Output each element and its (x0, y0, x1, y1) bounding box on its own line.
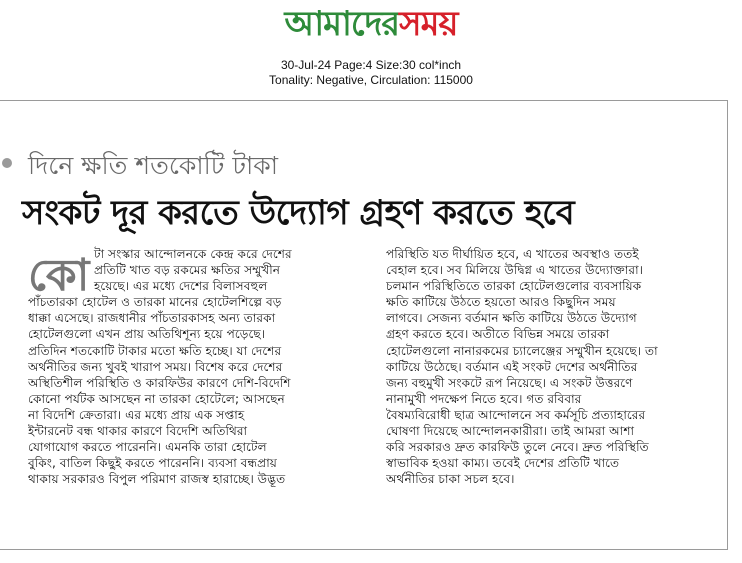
article-line: বুকিং, বাতিল কিছুই করতে পারেননি। ব্যবসা বন্ধপ্রায় (28, 456, 277, 471)
article-line: নানামুখী পদক্ষেপ নিতে হবে। গত রবিবার (386, 391, 582, 406)
article-column-left (28, 246, 374, 487)
article-line: প্রতিটি খাত বড় রকমের ক্ষতির সম্মুখীন (94, 263, 281, 278)
article-line: অস্থিতিশীল পরিস্থিতি ও কারফিউর কারণে দেশি-বিদেশি (28, 375, 291, 390)
article-line: ক্ষতি কাটিয়ে উঠতে হয়তো আরও কিছুদিন সময় (386, 295, 616, 310)
article-line: বেহাল হবে। সব মিলিয়ে উদ্বিগ্ন এ খাতের উদ্যোক্তারা। (386, 263, 643, 278)
logo-part-1: আমাদের (284, 4, 400, 44)
clip-meta-date-page: 30-Jul-24 Page:4 Size:30 col*inch (280, 58, 462, 72)
drop-cap: কো (28, 250, 90, 301)
article-line: জন্য বহুমুখী সংকটে রূপ নিয়েছে। এ সংকট উত্তরণে (386, 375, 633, 390)
article-line: ঘোষণা দিয়েছে আন্দোলনকারীরা। তাই আমরা আশা (386, 424, 635, 439)
article-line: থাকায় সরকারও বিপুল পরিমাণ রাজস্ব হারাচ্ছে। উদ্ভূত (28, 472, 286, 487)
article-kicker: দিনে ক্ষতি শতকোটি টাকা (28, 151, 278, 180)
clip-meta-tonality: Tonality: Negative, Circulation: 115000 (269, 73, 473, 87)
article-line: ইন্টারনেট বন্ধ থাকার কারণে বিদেশি অতিথিরা (28, 424, 248, 439)
article-line: স্বাভাবিক হওয়া কাম্য। তবেই দেশের প্রতিটি খাতে (386, 456, 620, 471)
article-line: যোগাযোগ করতে পারেননি। এমনকি তারা হোটেল (28, 440, 267, 455)
article-line: পাঁচতারকা হোটেল ও তারকা মানের হোটেলশিল্পে বড় (28, 295, 282, 310)
article-line: হয়েছে। এর মধ্যে দেশের বিলাসবহুল (94, 279, 268, 294)
article-line: পরিস্থিতি যত দীর্ঘায়িত হবে, এ খাতের অবস্থাও ততই (386, 247, 639, 261)
article-line: গ্রহণ করতে হবে। অতীতে বিভিন্ন সময়ে তারকা (386, 327, 610, 342)
article-line: অর্থনীতির জন্য খুবই খারাপ সময়। বিশেষ করে দেশের (28, 359, 283, 374)
newspaper-masthead (0, 0, 742, 50)
article-line: অর্থনীতির চাকা সচল হবে। (386, 472, 515, 487)
article-line: কোনো পর্যটক আসছেন না তারকা হোটেলে; আসছেন (28, 391, 285, 406)
article-column-right (386, 246, 722, 487)
article-line: চলমান পরিস্থিতিতে তারকা হোটেলগুলোর ব্যবসায়িক (386, 279, 642, 294)
bullet-dot-icon (2, 158, 12, 168)
article-line: কাটিয়ে উঠেছে। বর্তমান এই সংকট দেশের অর্থনীতির (386, 359, 638, 374)
logo-part-2: সময় (399, 4, 458, 44)
newspaper-logo (285, 2, 458, 46)
article-line: না বিদেশি ক্রেতারা। এর মধ্যে প্রায় এক সপ্তাহ (28, 407, 245, 422)
article-line: হোটেলগুলো নানারকমের চ্যালেঞ্জের সম্মুখীন হয়েছে। তা (386, 343, 658, 358)
article-line: বৈষম্যবিরোধী ছাত্র আন্দোলনে সব কর্মসূচি প্রত্যাহারের (386, 407, 646, 422)
article-headline: সংকট দূর করতে উদ্যোগ গ্রহণ করতে হবে (22, 193, 575, 233)
article-line: করি সরকারও দ্রুত কারফিউ তুলে নেবে। দ্রুত পরিস্থিতি (386, 440, 649, 455)
article-line: প্রতিদিন শতকোটি টাকার মতো ক্ষতি হচ্ছে। যা দেশের (28, 343, 282, 358)
article-line: ধাক্কা এসেছে। রাজধানীর পাঁচতারকাসহ অন্য তারকা (28, 311, 276, 326)
article-line: হোটেলগুলো এখন প্রায় অতিথিশূন্য হয়ে পড়েছে। (28, 327, 266, 342)
article-line: টা সংস্কার আন্দোলনকে কেন্দ্র করে দেশের (94, 247, 292, 261)
article-line: লাগবে। সেজন্য বর্তমান ক্ষতি কাটিয়ে উঠতে উদ্যোগ (386, 311, 637, 326)
